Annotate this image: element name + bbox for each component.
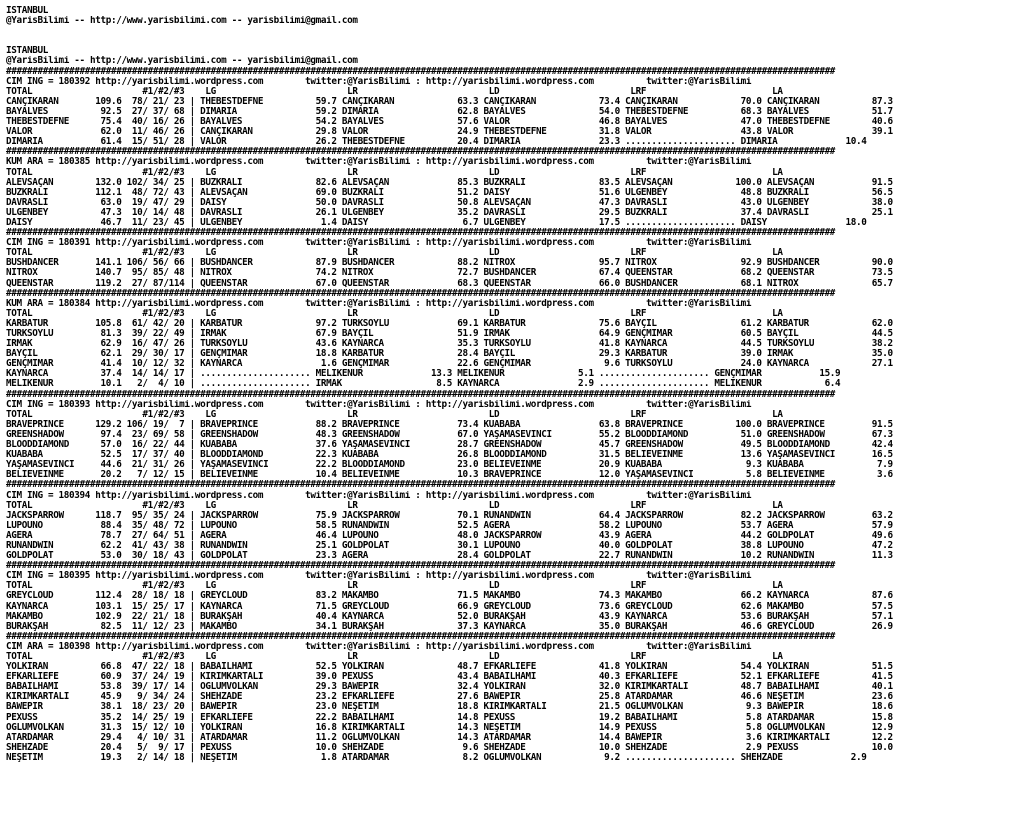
table-row: BURAKŞAH 82.5 11/ 12/ 23 | MAKAMBO 34.1 BURAKŞAH 37.3 KAYNARCA 35.0 BURAKŞAH 46.6 GREYCLOUD 26.9: [6, 621, 893, 632]
table-row: BUSHDANCER 141.1 106/ 56/ 66 | BUSHDANCER 87.9 BUSHDANCER 88.2 NITROX 95.7 NITROX 92.9 BUSHDANCER 90.0: [6, 258, 893, 269]
table-row: BELIEVEINME 20.2 7/ 12/ 15 | BELIEVEINME 10.4 BELIEVEINME 10.3 BRAVEPRINCE 12.0 YAŞAMASEVİNCİ 5.8 BELIEVEINME 3.6: [6, 470, 893, 481]
table-row: MELİKENUR 10.1 2/ 4/ 10 | ..................... IRMAK 8.5 KAYNARCA 2.9 ..................... MELİKENUR 6.4: [6, 379, 841, 390]
table-row: THEBESTDEFNE 75.4 40/ 16/ 26 | BAYALVES 54.2 BAYALVES 57.6 VALOR 46.8 BAYALVES 47.0 THEBESTDEFNE 40.6: [6, 117, 893, 128]
table-row: SHEHZADE 20.4 5/ 9/ 17 | PEXUSS 10.0 SHEHZADE 9.6 SHEHZADE 10.0 SHEHZADE 2.9 PEXUSS 10.0: [6, 742, 893, 753]
table-row: KIRIMKARTALI 45.9 9/ 34/ 24 | SHEHZADE 23.2 EFKARLIEFE 27.6 BAWEPIR 25.8 ATARDAMAR 46.6 NEŞETİM 23.6: [6, 692, 893, 703]
table-row: VALOR 62.0 11/ 46/ 26 | CANÇIKARAN 29.8 VALOR 24.9 THEBESTDEFNE 31.8 VALOR 43.8 VALOR 39.1: [6, 127, 893, 138]
table-row: CANÇIKARAN 109.6 78/ 21/ 23 | THEBESTDEFNE 59.7 CANÇIKARAN 63.3 CANÇIKARAN 73.4 CANÇIKARAN 70.0 CANÇIKARAN 87.3: [6, 96, 893, 107]
table-row: ÜLGENBEY 47.3 10/ 14/ 48 | DAVRASLI 26.1 ÜLGENBEY 35.2 DAVRASLI 29.5 BUZKRALI 37.4 DAVRASLI 25.1: [6, 207, 893, 218]
table-row: NITROX 140.7 95/ 85/ 48 | NITROX 74.2 NITROX 72.7 BUSHDANCER 67.4 QUEENSTAR 68.2 QUEENSTAR 73.5: [6, 268, 893, 279]
table-row: DAISY 46.7 11/ 23/ 45 | ÜLGENBEY 1.4 DAISY 6.7 ÜLGENBEY 17.5 ..................... DAISY 18.0: [6, 217, 867, 228]
table-row: BRAVEPRINCE 129.2 106/ 19/ 7 | BRAVEPRINCE 88.2 BRAVEPRINCE 73.4 KUABABA 63.8 BRAVEPRINCE 100.0 BRAVEPRINCE 91.5: [6, 419, 893, 430]
table-row: JACKSPARROW 118.7 95/ 35/ 24 | JACKSPARROW 75.9 JACKSPARROW 70.1 RUNANDWIN 64.4 JACKSPARROW 82.2 JACKSPARROW 63.2: [6, 510, 893, 521]
table-row: PEXUSS 35.2 14/ 25/ 19 | EFKARLIEFE 22.2 BABAİLHAMİ 14.8 PEXUSS 19.2 BABAİLHAMİ 5.8 ATARDAMAR 15.8: [6, 712, 893, 723]
race-title: KUM ARA = 180385 http://yarisbilimi.wordpress.com twitter:@YarisBilimi : http://yarisbilimi.wordpress.com twitter:@YarisBilimi: [6, 157, 752, 168]
table-row: BAYALVES 92.5 27/ 37/ 68 | DIMARIA 59.2 DIMARIA 62.8 BAYALVES 54.0 THEBESTDEFNE 68.3 BAYALVES 51.7: [6, 106, 893, 117]
table-row: MAKAMBO 102.9 22/ 21/ 18 | BURAKŞAH 40.4 KAYNARCA 52.0 BURAKŞAH 43.9 KAYNARCA 53.6 BURAKŞAH 57.1: [6, 611, 893, 622]
table-row: AGERA 78.7 27/ 64/ 51 | AGERA 46.4 LUPOUNO 48.0 JACKSPARROW 43.9 AGERA 44.2 GOLDPOLAT 49.6: [6, 530, 893, 541]
table-row: KAYNARCA 37.4 14/ 14/ 17 | ..................... MELİKENUR 13.3 MELİKENUR 5.1 ..................... GENÇMİMAR 15.9: [6, 369, 841, 380]
table-row: YAŞAMASEVİNCİ 44.6 21/ 31/ 26 | YAŞAMASEVİNCİ 22.2 BLOODDIAMOND 23.0 BELIEVEINME 20.9 KUABABA 9.3 KUABABA 7.9: [6, 460, 893, 471]
table-row: NEŞETİM 19.3 2/ 14/ 18 | NEŞETİM 1.8 ATARDAMAR 8.2 OGLUMVOLKAN 9.2 ..................... SHEHZADE 2.9: [6, 752, 867, 763]
race-title: CIM ING = 180391 http://yarisbilimi.wordpress.com twitter:@YarisBilimi : http://yarisbilimi.wordpress.com twitter:@YarisBilimi: [6, 238, 752, 249]
column-header: TOTAL #1/#2/#3 LG LR LD LRF LA: [6, 409, 783, 420]
table-row: LUPOUNO 88.4 35/ 48/ 72 | LUPOUNO 58.5 RUNANDWIN 52.5 AGERA 58.2 LUPOUNO 53.7 AGERA 57.9: [6, 520, 893, 531]
separator-line: ##############################################################################################################################################################: [6, 147, 836, 158]
spacer: [6, 26, 1019, 36]
header-contact: @YarisBilimi -- http://www.yarisbilimi.com -- yarisbilimi@gmail.com: [6, 16, 358, 27]
table-row: GREYCLOUD 112.4 28/ 18/ 18 | GREYCLOUD 83.2 MAKAMBO 71.5 MAKAMBO 74.3 MAKAMBO 66.2 KAYNARCA 87.6: [6, 591, 893, 602]
table-row: DAVRASLI 63.0 19/ 47/ 29 | DAISY 50.0 DAVRASLI 50.8 ALEVSAÇAN 47.3 DAVRASLI 43.0 ÜLGENBEY 38.0: [6, 197, 893, 208]
table-row: GENÇMİMAR 41.4 10/ 12/ 32 | KAYNARCA 1.6 GENÇMİMAR 22.6 GENÇMİMAR 9.6 TÜRKSOYLU 24.0 KAYNARCA 27.1: [6, 359, 893, 370]
document-body: [6, 6, 1019, 818]
column-header: TOTAL #1/#2/#3 LG LR LD LRF LA: [6, 248, 783, 259]
race-title: CIM ING = 180392 http://yarisbilimi.wordpress.com twitter:@YarisBilimi : http://yarisbilimi.wordpress.com twitter:@YarisBilimi: [6, 76, 752, 87]
table-row: BUZKRALI 112.1 48/ 72/ 43 | ALEVSAÇAN 69.0 BUZKRALI 51.2 DAISY 51.6 ÜLGENBEY 48.8 BUZKRALI 56.5: [6, 187, 893, 198]
separator-line: ##############################################################################################################################################################: [6, 480, 836, 491]
table-row: OGLUMVOLKAN 31.3 15/ 12/ 10 | YOLKIRAN 16.8 KIRIMKARTALI 14.3 NEŞETİM 14.9 PEXUSS 5.8 OGLUMVOLKAN 12.9: [6, 722, 893, 733]
table-row: BLOODDIAMOND 57.0 16/ 22/ 44 | KUABABA 37.6 YAŞAMASEVİNCİ 28.7 GREENSHADOW 45.7 GREENSHADOW 49.5 BLOODDIAMOND 42.4: [6, 440, 893, 451]
separator-line: ##############################################################################################################################################################: [6, 228, 836, 239]
race-title: CIM ING = 180395 http://yarisbilimi.wordpress.com twitter:@YarisBilimi : http://yarisbilimi.wordpress.com twitter:@YarisBilimi: [6, 571, 752, 582]
race-title: KUM ARA = 180384 http://yarisbilimi.wordpress.com twitter:@YarisBilimi : http://yarisbilimi.wordpress.com twitter:@YarisBilimi: [6, 298, 752, 309]
column-header: TOTAL #1/#2/#3 LG LR LD LRF LA: [6, 167, 783, 178]
table-row: ATARDAMAR 29.4 4/ 10/ 31 | ATARDAMAR 11.2 OGLUMVOLKAN 14.3 ATARDAMAR 14.4 BAWEPIR 3.6 KIRIMKARTALI 12.2: [6, 732, 893, 743]
table-row: BABAİLHAMİ 53.8 39/ 17/ 14 | OGLUMVOLKAN 29.3 BAWEPIR 32.4 YOLKIRAN 32.0 KIRIMKARTALI 48.7 BABAİLHAMİ 40.1: [6, 682, 893, 693]
race-title: CIM ING = 180394 http://yarisbilimi.wordpress.com twitter:@YarisBilimi : http://yarisbilimi.wordpress.com twitter:@YarisBilimi: [6, 490, 752, 501]
separator-line: ##############################################################################################################################################################: [6, 66, 836, 77]
race-title: CIM ARA = 180398 http://yarisbilimi.wordpress.com twitter:@YarisBilimi : http://yarisbilimi.wordpress.com twitter:@YarisBilimi: [6, 641, 752, 652]
column-header: TOTAL #1/#2/#3 LG LR LD LRF LA: [6, 86, 783, 97]
separator-line: ##############################################################################################################################################################: [6, 561, 836, 572]
column-header: TOTAL #1/#2/#3 LG LR LD LRF LA: [6, 581, 783, 592]
table-row: KUABABA 52.5 17/ 37/ 40 | BLOODDIAMOND 22.3 KUABABA 26.8 BLOODDIAMOND 31.5 BELIEVEINME 13.6 YAŞAMASEVİNCİ 16.5: [6, 450, 893, 461]
table-row: RUNANDWIN 62.2 41/ 43/ 38 | RUNANDWIN 25.1 GOLDPOLAT 30.1 LUPOUNO 40.0 GOLDPOLAT 38.8 LUPOUNO 47.2: [6, 540, 893, 551]
spacer: [6, 36, 1019, 46]
separator-line: ##############################################################################################################################################################: [6, 631, 836, 642]
separator-line: ##############################################################################################################################################################: [6, 288, 836, 299]
table-row: GOLDPOLAT 53.0 30/ 18/ 43 | GOLDPOLAT 23.3 AGERA 28.4 GOLDPOLAT 22.7 RUNANDWIN 10.2 RUNANDWIN 11.3: [6, 551, 893, 562]
header-city: ISTANBUL: [6, 46, 48, 57]
table-row: TÜRKSOYLU 81.3 39/ 22/ 49 | IRMAK 67.9 BAYÇİL 51.9 IRMAK 64.9 GENÇMİMAR 60.5 BAYÇİL 44.5: [6, 329, 893, 339]
column-header: TOTAL #1/#2/#3 LG LR LD LRF LA: [6, 308, 783, 319]
table-row: KARBATUR 105.8 61/ 42/ 20 | KARBATUR 97.2 TÜRKSOYLU 69.1 KARBATUR 75.6 BAYÇİL 61.2 KARBATUR 62.0: [6, 318, 893, 329]
header-contact: @YarisBilimi -- http://www.yarisbilimi.com -- yarisbilimi@gmail.com: [6, 56, 358, 67]
table-row: DIMARIA 61.4 15/ 51/ 28 | VALOR 26.2 THEBESTDEFNE 20.4 DIMARIA 23.3 ..................... DIMARIA 10.4: [6, 137, 867, 148]
table-row: KAYNARCA 103.1 15/ 25/ 17 | KAYNARCA 71.5 GREYCLOUD 66.9 GREYCLOUD 73.6 GREYCLOUD 62.6 MAKAMBO 57.5: [6, 601, 893, 612]
table-row: GREENSHADOW 97.4 23/ 69/ 58 | GREENSHADOW 48.3 GREENSHADOW 67.0 YAŞAMASEVİNCİ 55.2 BLOODDIAMOND 51.0 GREENSHADOW 67.3: [6, 429, 893, 440]
table-row: ALEVSAÇAN 132.0 102/ 34/ 25 | BUZKRALI 82.6 ALEVSAÇAN 85.3 BUZKRALI 83.5 ALEVSAÇAN 100.0 ALEVSAÇAN 91.5: [6, 177, 893, 188]
table-row: QUEENSTAR 119.2 27/ 87/114 | QUEENSTAR 67.0 QUEENSTAR 68.3 QUEENSTAR 66.0 BUSHDANCER 68.1 NITROX 65.7: [6, 278, 893, 289]
column-header: TOTAL #1/#2/#3 LG LR LD LRF LA: [6, 652, 783, 662]
table-row: IRMAK 62.9 16/ 47/ 26 | TÜRKSOYLU 43.6 KAYNARCA 35.3 TÜRKSOYLU 41.8 KAYNARCA 44.5 TÜRKSOYLU 38.2: [6, 339, 893, 350]
table-row: EFKARLIEFE 60.9 37/ 24/ 19 | KIRIMKARTALI 39.0 PEXUSS 43.4 BABAİLHAMİ 40.3 EFKARLIEFE 52.1 EFKARLIEFE 41.5: [6, 672, 893, 683]
table-row: BAWEPIR 38.1 18/ 23/ 20 | BAWEPIR 23.0 NEŞETİM 18.8 KIRIMKARTALI 21.5 OGLUMVOLKAN 9.3 BAWEPIR 18.6: [6, 702, 893, 713]
column-header: TOTAL #1/#2/#3 LG LR LD LRF LA: [6, 500, 783, 511]
separator-line: ##############################################################################################################################################################: [6, 389, 836, 400]
header-city: ISTANBUL: [6, 6, 48, 16]
table-row: YOLKIRAN 66.8 47/ 22/ 18 | BABAİLHAMİ 52.5 YOLKIRAN 48.7 EFKARLIEFE 41.8 YOLKIRAN 54.4 YOLKIRAN 51.5: [6, 662, 893, 673]
table-row: BAYÇİL 62.1 29/ 30/ 17 | GENÇMİMAR 18.8 KARBATUR 28.4 BAYÇİL 29.3 KARBATUR 39.0 IRMAK 35.0: [6, 349, 893, 360]
race-title: CIM ING = 180393 http://yarisbilimi.wordpress.com twitter:@YarisBilimi : http://yarisbilimi.wordpress.com twitter:@YarisBilimi: [6, 399, 752, 410]
